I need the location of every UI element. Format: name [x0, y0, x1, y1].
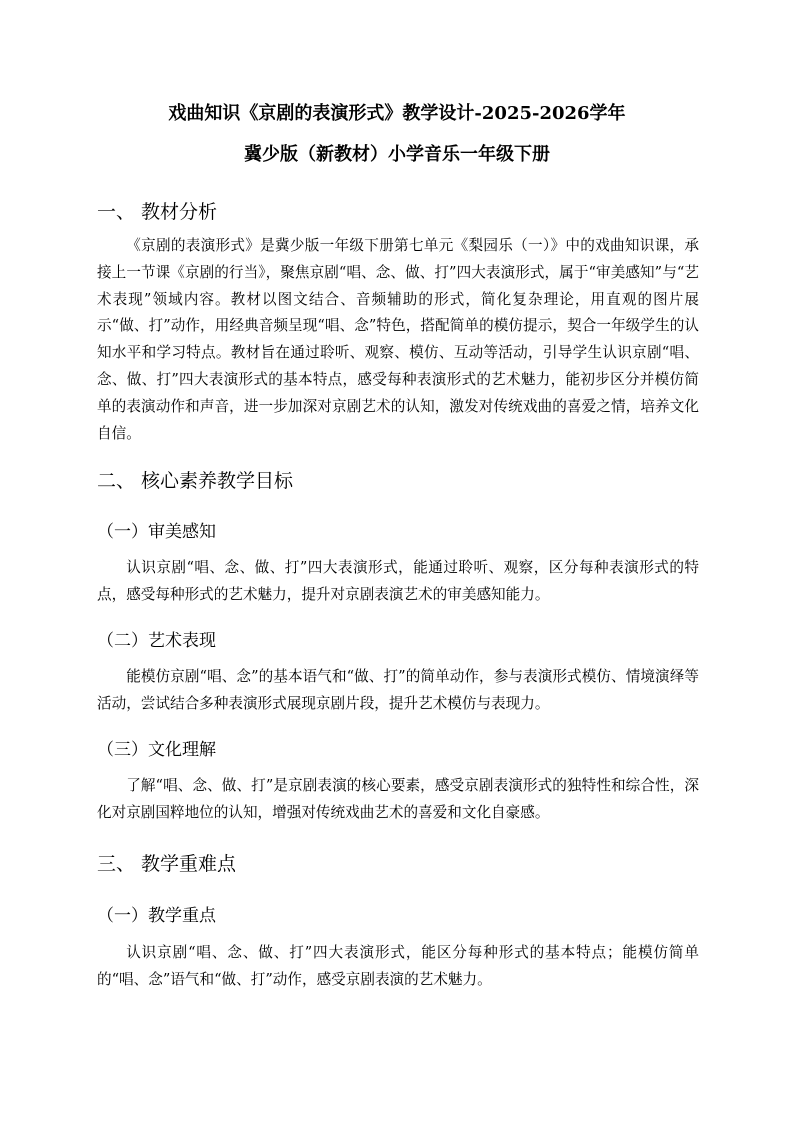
subsection-paragraph-cultural-understanding: 了解“唱、念、做、打”是京剧表演的核心要素，感受京剧表演形式的独特性和综合性，深化对京剧国粹地位的认知，增强对传统戏曲艺术的喜爱和文化自豪感。 — [97, 777, 699, 821]
subsection-heading-artistic-expression: （二）艺术表现 — [97, 631, 216, 651]
section-heading-core-objectives: 二、 核心素养教学目标 — [97, 470, 294, 492]
subsection-heading-teaching-focus: （一）教学重点 — [97, 906, 216, 926]
subsection-heading-aesthetic-perception: （一）审美感知 — [97, 522, 216, 542]
subsection-paragraph-artistic-expression: 能模仿京剧“唱、念”的基本语气和“做、打”的简单动作，参与表演形式模仿、情境演绎等活动，尝试结合多种表演形式展现京剧片段，提升艺术模仿与表现力。 — [97, 668, 699, 712]
document-title: 戏曲知识《京剧的表演形式》教学设计-2025-2026学年 — [168, 103, 626, 124]
section-heading-textbook-analysis: 一、 教材分析 — [97, 201, 218, 223]
subsection-heading-cultural-understanding: （三）文化理解 — [97, 740, 216, 760]
subsection-paragraph-aesthetic-perception: 认识京剧“唱、念、做、打”四大表演形式，能通过聆听、观察，区分每种表演形式的特点，感受每种形式的艺术魅力，提升对京剧表演艺术的审美感知能力。 — [97, 559, 699, 603]
section-heading-key-difficult-points: 三、 教学重难点 — [97, 853, 237, 875]
subsection-paragraph-teaching-focus: 认识京剧“唱、念、做、打”四大表演形式，能区分每种形式的基本特点；能模仿简单的“唱、念”语气和“做、打”动作，感受京剧表演的艺术魅力。 — [97, 944, 699, 988]
document-subtitle: 冀少版（新教材）小学音乐一年级下册 — [244, 144, 550, 165]
section-paragraph-textbook-analysis: 《京剧的表演形式》是冀少版一年级下册第七单元《梨园乐（一）》中的戏曲知识课，承接上一节课《京剧的行当》，聚焦京剧“唱、念、做、打”四大表演形式，属于“审美感知”与“艺术表现”领域内容。教材以图文结合、音频辅助的形式，简化复杂理论，用直观的图片展示“做、打”动作，用经典音频呈现“唱、念”特色，搭配简单的模仿提示，契合一年级学生的认知水平和学习特点。教材旨在通过聆听、观察、模仿、互动等活动，引导学生认识京剧“唱、念、做、打”四大表演形式的基本特点，感受每种表演形式的艺术魅力，能初步区分并模仿简单的表演动作和声音，进一步加深对京剧艺术的认知，激发对传统戏曲的喜爱之情，培养文化自信。 — [97, 237, 699, 442]
